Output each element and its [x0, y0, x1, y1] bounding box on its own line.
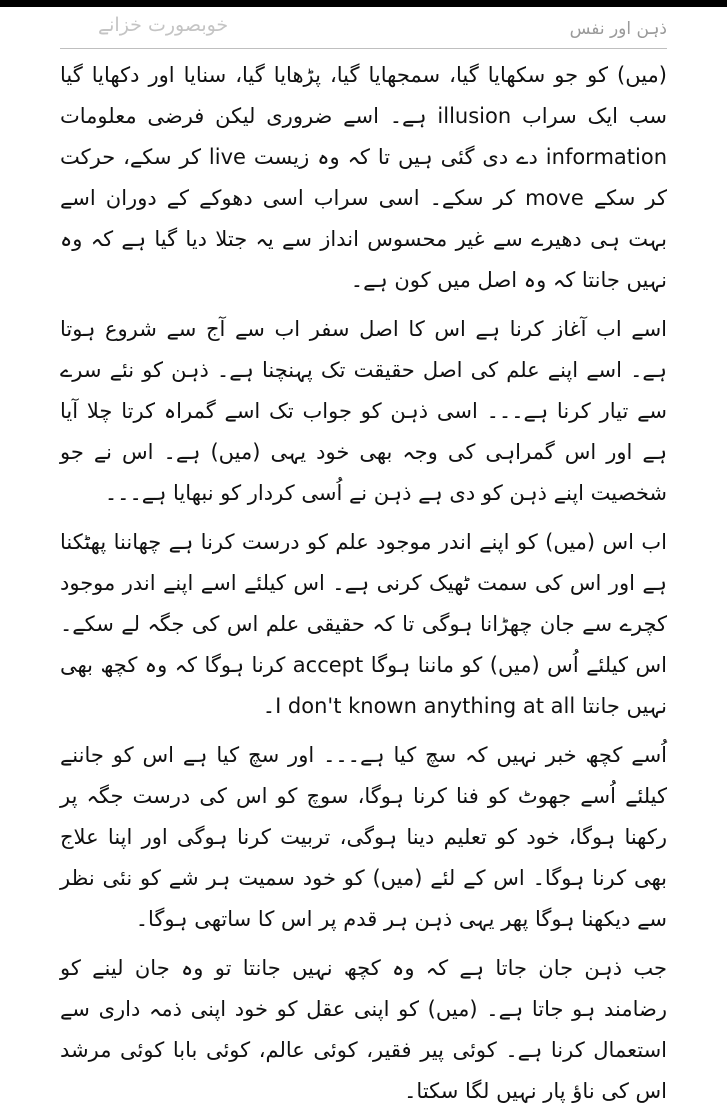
page-title: ذہن اور نفس: [569, 19, 667, 39]
publisher-logo: خوبصورت خزانے: [98, 14, 229, 36]
top-border-bar: [0, 0, 727, 7]
paragraph-4: اُسے کچھ خبر نہیں کہ سچ کیا ہے۔۔۔ اور سچ کیا ہے اس کو جاننے کیلئے اُسے جھوٹ کو فنا کرنا ہوگا، سوچ کو اس کی درست جگہ پر رکھنا ہوگا، خود کو تعلیم دینا ہوگی، تربیت کرنا ہوگی اور اپنا علاج بھی کرنا ہوگا۔ اس کے لئے (میں) کو خود سمیت ہر شے کو نئی نظر سے دیکھنا ہوگا پھر یہی ذہن ہر قدم پر اس کا ساتھی ہوگا۔: [60, 743, 667, 931]
page-body: [60, 55, 667, 1120]
paragraph-3: اب اس (میں) کو اپنے اندر موجود علم کو درست کرنا ہے چھاننا پھٹکنا ہے اور اس کی سمت ٹھیک کرنی ہے۔ اس کیلئے اسے اپنے اندر موجود کچرے سے جان چھڑانا ہوگی تا کہ حقیقی علم اس کی جگہ لے سکے۔ اس کیلئے اُس (میں) کو ماننا ہوگا accept کرنا ہوگا کہ وہ کچھ بھی نہیں جانتا I don't known anything at all۔: [60, 530, 667, 718]
paragraph-2: اسے اب آغاز کرنا ہے اس کا اصل سفر اب سے آج سے شروع ہوتا ہے۔ اسے اپنے علم کی اصل حقیقت تک پہنچنا ہے۔ ذہن کو نئے سرے سے تیار کرنا ہے۔۔۔ اسی ذہن کو جواب تک اسے گمراہ کرتا چلا آیا ہے اور اس گمراہی کی وجہ بھی خود یہی (میں) ہے۔ اس نے جو شخصیت اپنے ذہن کو دی ہے ذہن نے اُسی کردار کو نبھایا ہے۔۔۔: [60, 317, 667, 505]
paragraph-1: (میں) کو جو سکھایا گیا، سمجھایا گیا، پڑھایا گیا، سنایا اور دکھایا گیا سب ایک سراب illusion ہے۔ اسے ضروری لیکن فرضی معلومات information دے دی گئی ہیں تا کہ وہ زیست live کر سکے، حرکت کر سکے move کر سکے۔ اسی سراب اسی دھوکے کے دوران اسے بہت ہی دھیرے سے غیر محسوس انداز سے یہ جتلا دیا گیا ہے کہ وہ نہیں جانتا کہ وہ اصل میں کون ہے۔: [60, 63, 667, 292]
page-header: [60, 8, 667, 49]
paragraph-5: جب ذہن جان جاتا ہے کہ وہ کچھ نہیں جانتا تو وہ جان لینے کو رضامند ہو جاتا ہے۔ (میں) کو اپنی عقل کو خود اپنی ذمہ داری سے استعمال کرنا ہے۔ کوئی پیر فقیر، کوئی عالم، کوئی بابا کوئی مرشد اس کی ناؤ پار نہیں لگا سکتا۔: [60, 956, 667, 1103]
